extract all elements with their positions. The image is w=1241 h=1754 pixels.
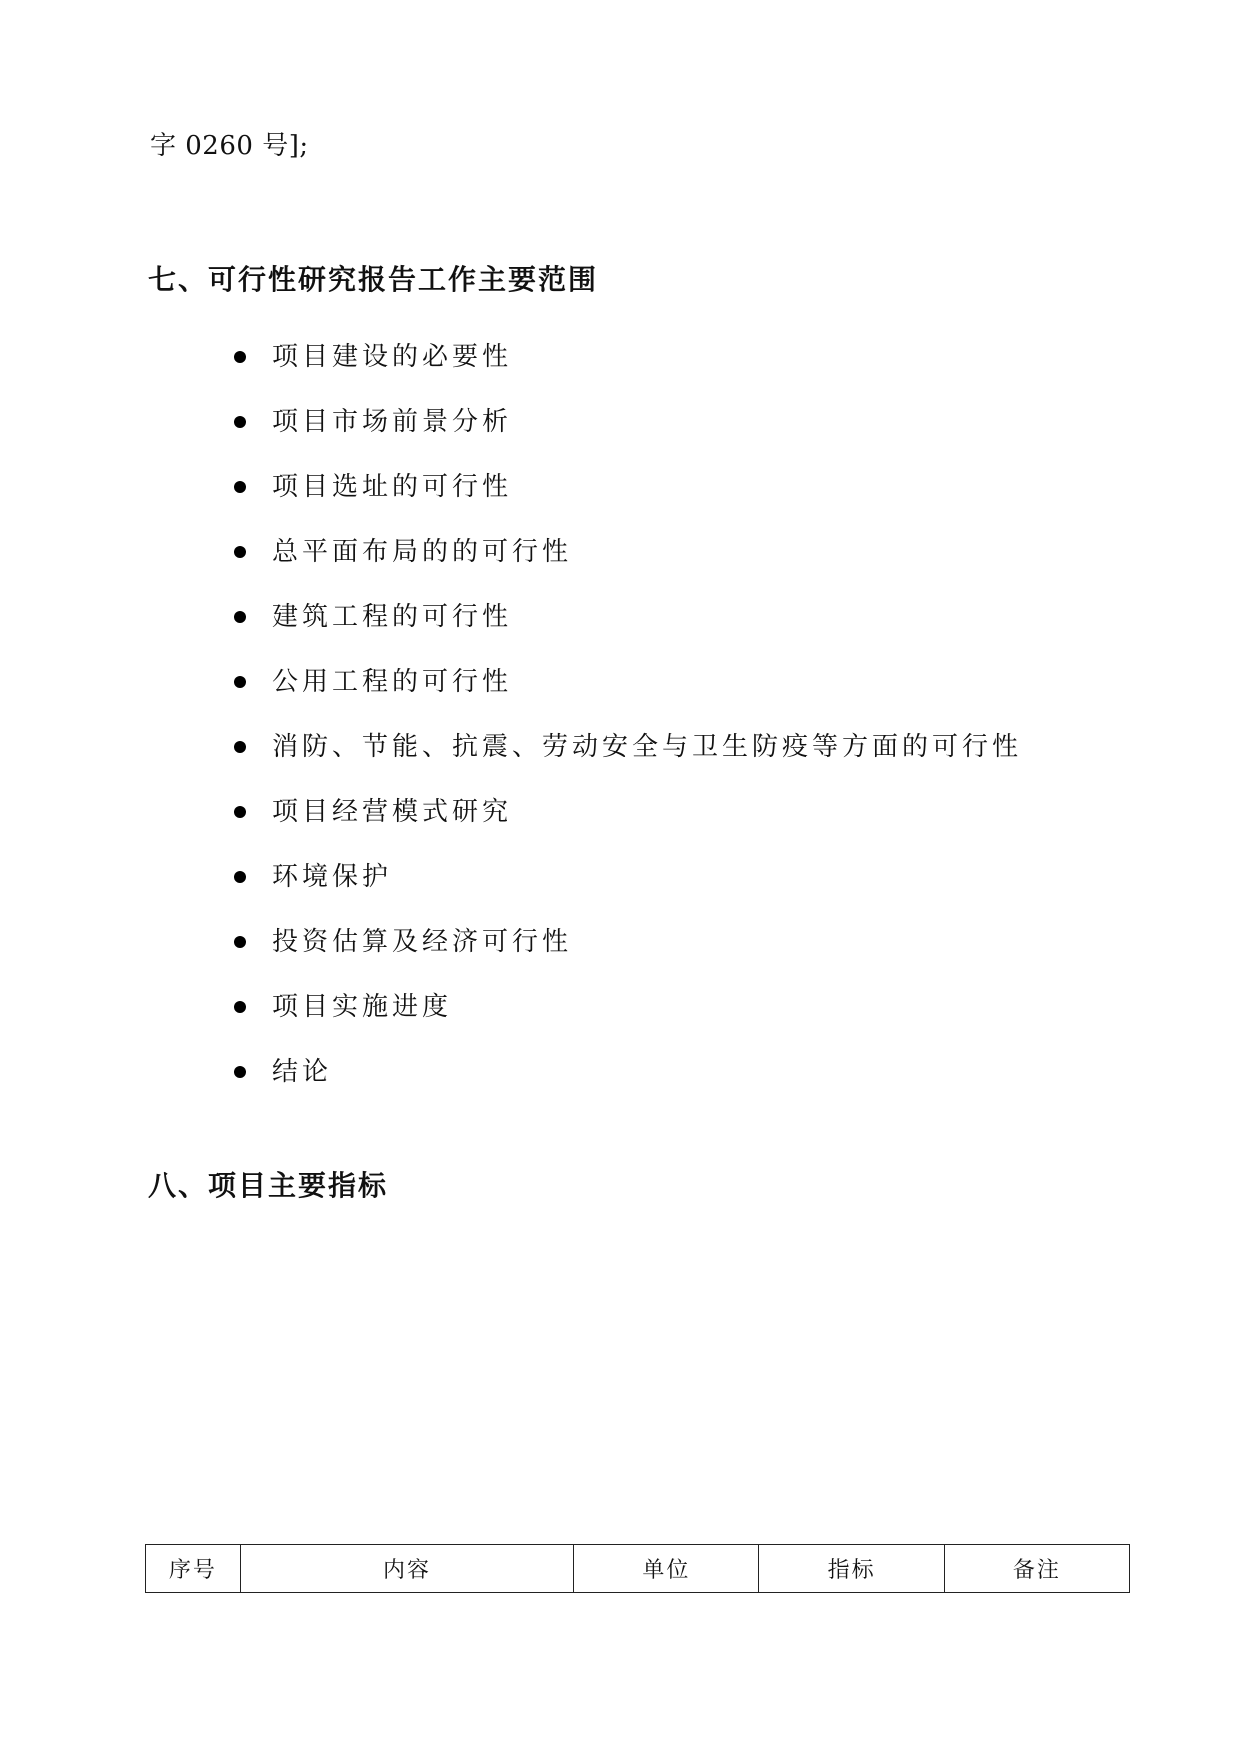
bullet-icon xyxy=(234,741,246,753)
list-item xyxy=(234,909,1022,974)
bullet-icon xyxy=(234,936,246,948)
section-heading-7: 七、可行性研究报告工作主要范围 xyxy=(148,263,599,296)
list-item-text: 项目实施进度 xyxy=(272,991,453,1022)
column-header-remarks: 备注 xyxy=(944,1545,1129,1593)
list-item-text: 环境保护 xyxy=(272,861,393,892)
bullet-icon xyxy=(234,1066,246,1078)
list-item xyxy=(234,974,1022,1039)
list-item xyxy=(234,454,1022,519)
list-item xyxy=(234,324,1022,389)
bullet-icon xyxy=(234,806,246,818)
list-item-text: 投资估算及经济可行性 xyxy=(272,926,573,957)
list-item xyxy=(234,714,1022,779)
bullet-icon xyxy=(234,1001,246,1013)
list-item-text: 公用工程的可行性 xyxy=(272,666,513,697)
bullet-icon xyxy=(234,351,246,363)
metrics-table xyxy=(145,1544,1130,1593)
column-header-index: 序号 xyxy=(146,1545,241,1593)
bullet-icon xyxy=(234,676,246,688)
list-item xyxy=(234,779,1022,844)
column-header-content: 内容 xyxy=(240,1545,574,1593)
list-item-text: 项目经营模式研究 xyxy=(272,796,513,827)
column-header-indicator: 指标 xyxy=(759,1545,944,1593)
bullet-icon xyxy=(234,481,246,493)
scope-bullet-list xyxy=(234,324,1022,1104)
list-item xyxy=(234,389,1022,454)
bullet-icon xyxy=(234,416,246,428)
bullet-icon xyxy=(234,611,246,623)
continuation-text: 字 0260 号]; xyxy=(150,131,309,161)
list-item-text: 建筑工程的可行性 xyxy=(272,601,513,632)
table-header-row xyxy=(146,1545,1130,1593)
list-item-text: 总平面布局的的可行性 xyxy=(272,536,573,567)
bullet-icon xyxy=(234,546,246,558)
list-item-text: 结论 xyxy=(272,1056,333,1087)
list-item xyxy=(234,519,1022,584)
list-item xyxy=(234,649,1022,714)
list-item-text: 消防、节能、抗震、劳动安全与卫生防疫等方面的可行性 xyxy=(272,731,1023,762)
list-item-text: 项目建设的必要性 xyxy=(272,341,513,372)
section-heading-8: 八、项目主要指标 xyxy=(148,1169,389,1202)
list-item xyxy=(234,844,1022,909)
list-item xyxy=(234,1039,1022,1104)
column-header-unit: 单位 xyxy=(574,1545,759,1593)
list-item-text: 项目市场前景分析 xyxy=(272,406,513,437)
bullet-icon xyxy=(234,871,246,883)
list-item-text: 项目选址的可行性 xyxy=(272,471,513,502)
list-item xyxy=(234,584,1022,649)
